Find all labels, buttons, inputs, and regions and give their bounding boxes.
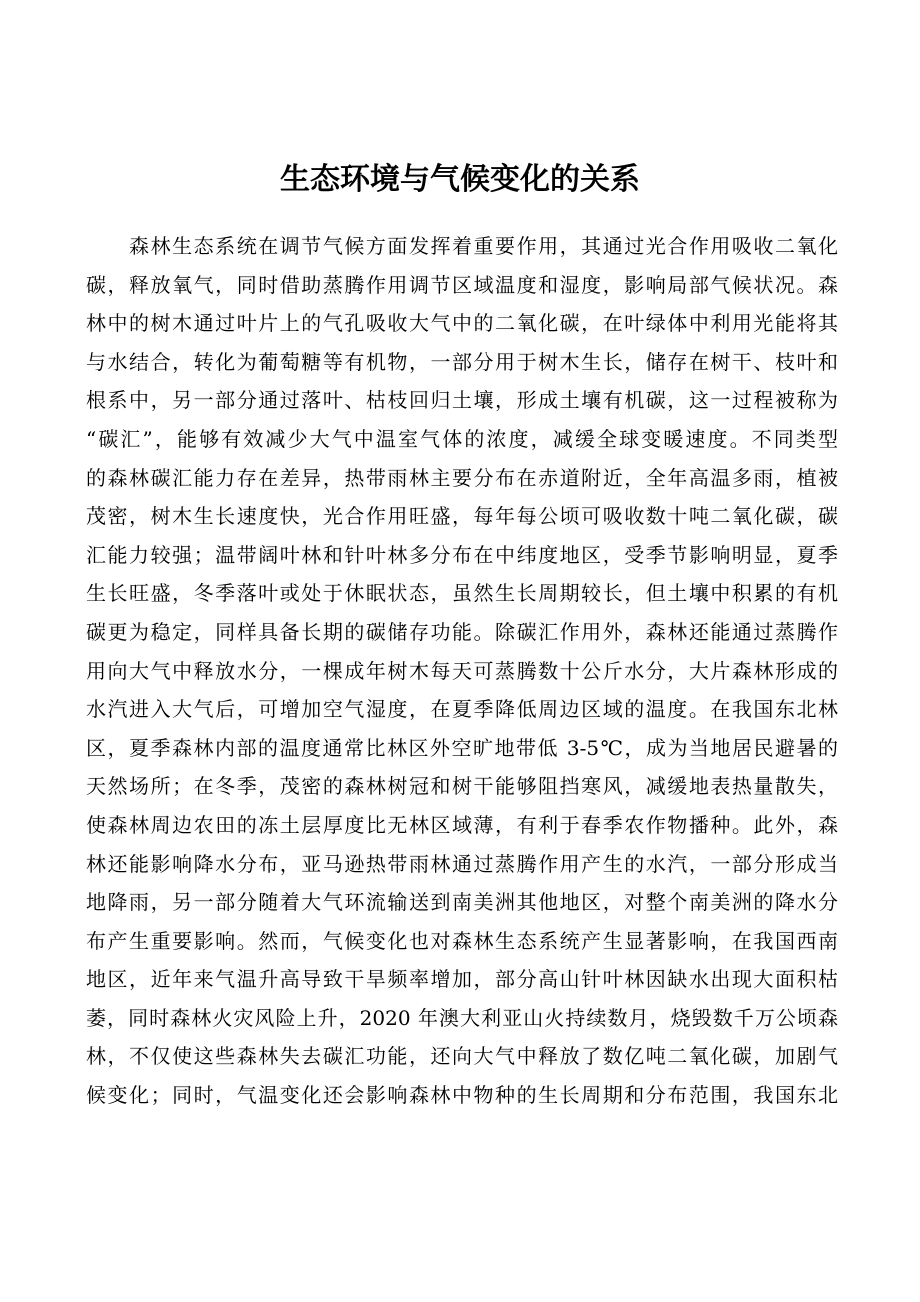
paragraph-line: 林中的树木通过叶片上的气孔吸收大气中的二氧化碳，在叶绿体中利用光能将其	[86, 311, 838, 336]
paragraph-line: 地降雨，另一部分随着大气环流输送到南美洲其他地区，对整个南美洲的降水分	[86, 890, 838, 915]
paragraph-line: 林，不仅使这些森林失去碳汇功能，还向大气中释放了数亿吨二氧化碳，加剧气	[86, 1044, 838, 1069]
paragraph-line: 茂密，树木生长速度快，光合作用旺盛，每年每公顷可吸收数十吨二氧化碳，碳	[86, 504, 838, 529]
paragraph-line: 用向大气中释放水分，一棵成年树木每天可蒸腾数十公斤水分，大片森林形成的	[86, 658, 838, 683]
paragraph-line: 萎，同时森林火灾风险上升，2020 年澳大利亚山火持续数月，烧毁数千万公顷森	[86, 1005, 838, 1030]
document-title: 生态环境与气候变化的关系	[280, 162, 640, 197]
paragraph-line: 林还能影响降水分布，亚马逊热带雨林通过蒸腾作用产生的水汽，一部分形成当	[86, 851, 838, 876]
paragraph-line: 地区，近年来气温升高导致干旱频率增加，部分高山针叶林因缺水出现大面积枯	[86, 967, 838, 992]
paragraph-line: 候变化；同时，气温变化还会影响森林中物种的生长周期和分布范围，我国东北	[86, 1083, 838, 1108]
paragraph-line: 生长旺盛，冬季落叶或处于休眠状态，虽然生长周期较长，但土壤中积累的有机	[86, 581, 838, 606]
paragraph-line: 森林生态系统在调节气候方面发挥着重要作用，其通过光合作用吸收二氧化	[86, 234, 838, 258]
paragraph-line: “碳汇”，能够有效减少大气中温室气体的浓度，减缓全球变暖速度。不同类型	[86, 426, 838, 451]
paragraph-line: 天然场所；在冬季，茂密的森林树冠和树干能够阻挡寒风，减缓地表热量散失，	[86, 774, 838, 799]
paragraph-line: 区，夏季森林内部的温度通常比林区外空旷地带低 3-5℃，成为当地居民避暑的	[86, 735, 838, 760]
paragraph-line: 与水结合，转化为葡萄糖等有机物，一部分用于树木生长，储存在树干、枝叶和	[86, 349, 838, 374]
body-paragraph	[86, 227, 838, 1115]
paragraph-line: 汇能力较强；温带阔叶林和针叶林多分布在中纬度地区，受季节影响明显，夏季	[86, 542, 838, 567]
paragraph-line: 碳，释放氧气，同时借助蒸腾作用调节区域温度和湿度，影响局部气候状况。森	[86, 272, 838, 297]
paragraph-line: 的森林碳汇能力存在差异，热带雨林主要分布在赤道附近，全年高温多雨，植被	[86, 465, 838, 490]
paragraph-line: 使森林周边农田的冻土层厚度比无林区域薄，有利于春季农作物播种。此外，森	[86, 812, 838, 837]
paragraph-line: 碳更为稳定，同样具备长期的碳储存功能。除碳汇作用外，森林还能通过蒸腾作	[86, 619, 838, 644]
paragraph-line: 水汽进入大气后，可增加空气湿度，在夏季降低周边区域的温度。在我国东北林	[86, 697, 838, 722]
paragraph-line: 根系中，另一部分通过落叶、枯枝回归土壤，形成土壤有机碳，这一过程被称为	[86, 388, 838, 413]
paragraph-line: 布产生重要影响。然而，气候变化也对森林生态系统产生显著影响，在我国西南	[86, 928, 838, 953]
